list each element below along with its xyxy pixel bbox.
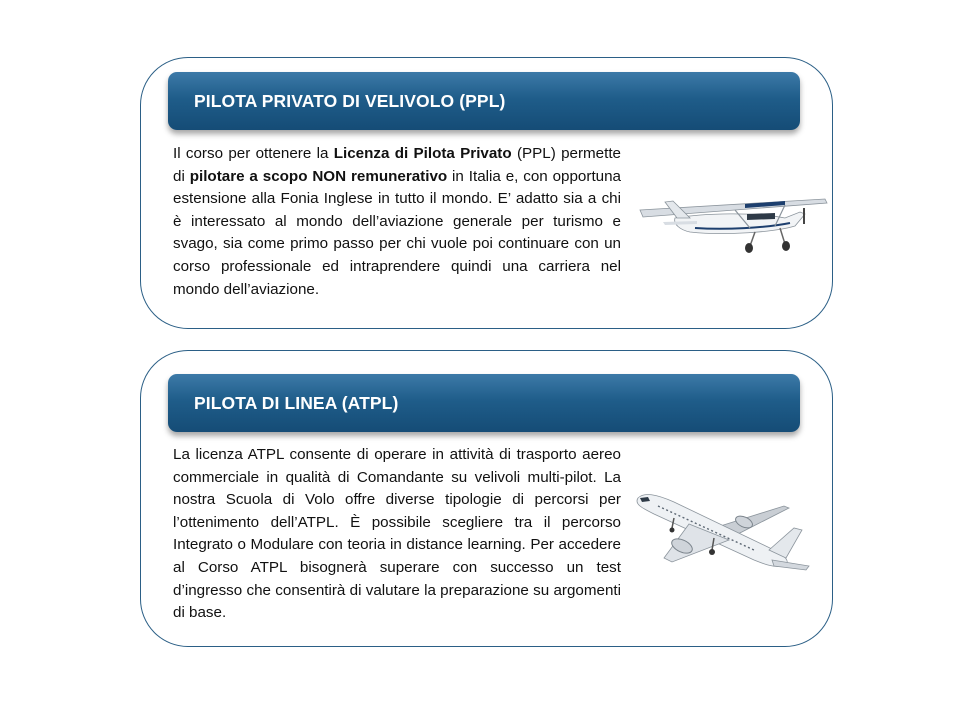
airliner-icon: [634, 488, 816, 578]
atpl-title: PILOTA DI LINEA (ATPL): [194, 393, 399, 413]
ppl-header: [168, 72, 800, 130]
ppl-text-2: (PPL) permette di: [173, 145, 622, 185]
ppl-text-bold-license: Licenza di Pilota Privato: [333, 145, 512, 162]
atpl-description: La licenza ATPL consente di operare in attività di trasporto aereo commerciale in qualità di Comandante su velivoli multi-pilot. La nostra Scuola di Volo offre diverse tipologie di percorsi per l’ottenimento dell’ATPL. È possibile scegliere tra il percorso Integrato o Modulare con teoria in distance learning. Per accedere al Corso ATPL bisognerà superare con successo un test d’ingresso che consentirà di valutare la preparazione su argomenti di base.: [173, 446, 621, 622]
ppl-text-bold-non-remunerative: pilotare a scopo NON remunerativo: [189, 167, 448, 185]
atpl-header: [168, 374, 800, 432]
ppl-text-1: Il corso per ottenere la: [173, 145, 334, 162]
ppl-text-3: in Italia e, con opportuna estensione alla Fonia Inglese in tutto il mondo. E’ adatto sia a chi è interessato al mondo dell’aviazione generale per turismo e svago, sia come primo passo per chi vuole poi continuare con un corso professionale ed intraprendere quindi una carriera nel mondo dell’aviazione.: [173, 167, 622, 298]
light-aircraft-icon: [635, 188, 830, 258]
ppl-title: PILOTA PRIVATO DI VELIVOLO (PPL): [194, 91, 506, 111]
ppl-description: [173, 143, 621, 301]
